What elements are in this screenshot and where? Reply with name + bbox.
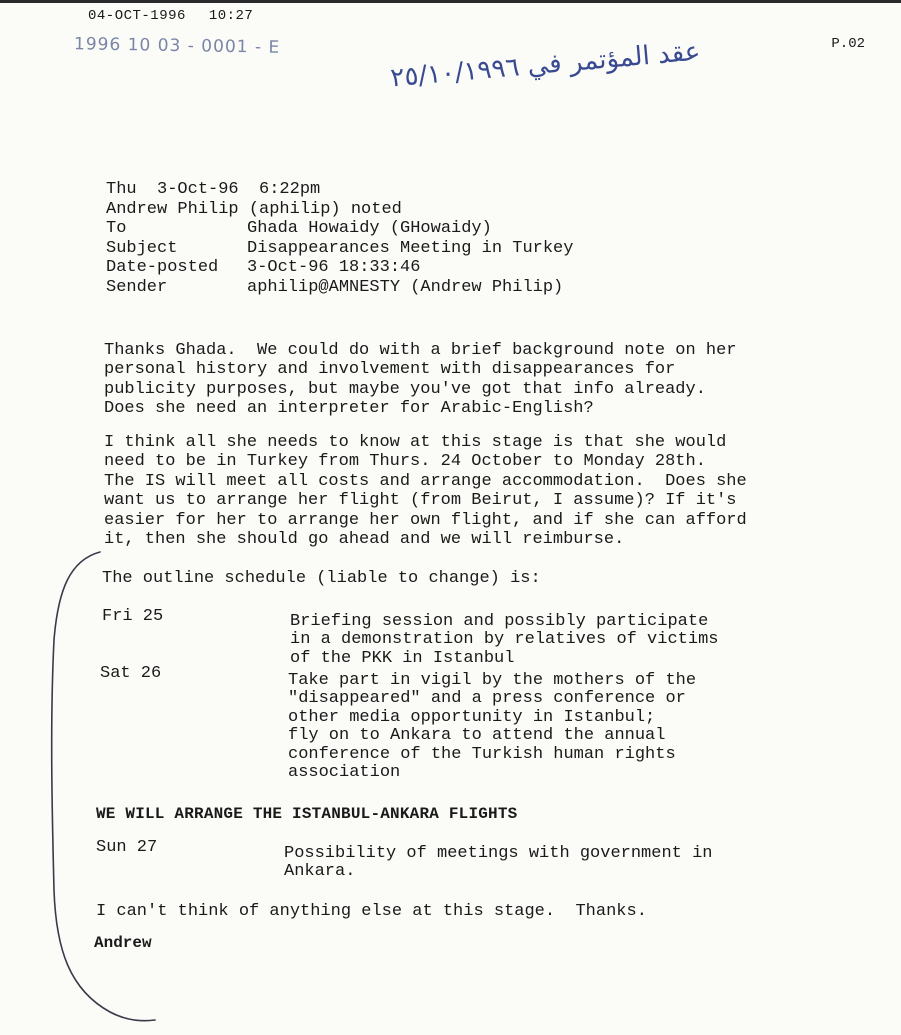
fax-transmission-header	[88, 8, 267, 24]
handwritten-arabic-note: عقد المؤتمر في ٢٥/١٠/١٩٩٦	[389, 36, 702, 94]
memo-field-to	[106, 219, 573, 239]
memo-field-subject	[106, 239, 573, 259]
field-value: Ghada Howaidy (GHowaidy)	[247, 219, 492, 239]
text-line: want us to arrange her flight (from Beirut, I assume)? If it's	[104, 491, 737, 511]
memo-field-date-posted	[106, 258, 573, 278]
text-line: I think all she needs to know at this stage is that she would	[104, 433, 727, 452]
signature: Andrew	[94, 934, 152, 952]
paragraph-travel-details	[104, 433, 864, 549]
text-line: it, then she should go ahead and we will reimburse.	[104, 529, 625, 549]
text-line: Possibility of meetings with government in	[284, 844, 713, 863]
text-line: Thanks Ghada. We could do with a brief background note on her	[104, 341, 737, 360]
schedule-day-fri: Fri 25	[102, 607, 164, 626]
text-line: easier for her to arrange her own flight, and if she can afford	[104, 510, 747, 530]
closing-line: I can't think of anything else at this stage. Thanks.	[96, 902, 647, 921]
text-line: The IS will meet all costs and arrange accommodation. Does she	[104, 471, 747, 491]
fax-time: 10:27	[208, 8, 254, 24]
schedule-desc-fri	[290, 613, 718, 668]
paragraph-background-note	[104, 341, 864, 419]
text-line: in a demonstration by relatives of victims	[290, 630, 719, 650]
text-line: association	[288, 762, 401, 782]
field-label: Sender	[106, 277, 168, 297]
text-line: of the PKK in Istanbul	[290, 648, 515, 668]
text-line: conference of the Turkish human rights	[288, 744, 676, 764]
text-line: Does she need an interpreter for Arabic-English?	[104, 399, 594, 419]
text-line: personal history and involvement with disappearances for	[104, 360, 676, 380]
schedule-intro: The outline schedule (liable to change) is:	[102, 569, 541, 588]
flights-notice: WE WILL ARRANGE THE ISTANBUL-ANKARA FLIGHTS	[96, 805, 518, 823]
text-line: publicity purposes, but maybe you've got that info already.	[104, 379, 706, 399]
fax-page-number: P.02	[831, 36, 865, 52]
fax-date: 04-OCT-1996	[88, 8, 186, 24]
field-value: Disappearances Meeting in Turkey	[247, 238, 574, 258]
handwritten-reference-number: 1996 10 03 - 0001 - E	[73, 34, 281, 58]
memo-author-line: Andrew Philip (aphilip) noted	[106, 199, 402, 219]
schedule-day-sat: Sat 26	[100, 664, 162, 683]
memo-field-sender	[106, 278, 573, 298]
schedule-desc-sat	[288, 672, 696, 782]
memo-header	[106, 180, 573, 298]
text-line: need to be in Turkey from Thurs. 24 October to Monday 28th.	[104, 452, 706, 472]
schedule-day-sun: Sun 27	[96, 838, 158, 857]
text-line: Ankara.	[284, 862, 356, 882]
handwritten-margin-bracket	[30, 550, 160, 1030]
text-line: other media opportunity in Istanbul;	[288, 707, 656, 727]
text-line: Briefing session and possibly participate	[290, 612, 709, 631]
text-line: Take part in vigil by the mothers of the	[288, 671, 697, 690]
field-label: To	[106, 219, 127, 239]
schedule-desc-sun	[284, 845, 712, 882]
memo-date-line: Thu 3-Oct-96 6:22pm	[106, 180, 321, 199]
field-value: 3-Oct-96 18:33:46	[247, 258, 421, 278]
field-label: Subject	[106, 238, 178, 258]
fax-top-border	[0, 0, 901, 3]
field-value: aphilip@AMNESTY (Andrew Philip)	[247, 277, 564, 297]
text-line: fly on to Ankara to attend the annual	[288, 726, 666, 746]
field-label: Date-posted	[106, 258, 219, 278]
text-line: "disappeared" and a press conference or	[288, 689, 686, 709]
